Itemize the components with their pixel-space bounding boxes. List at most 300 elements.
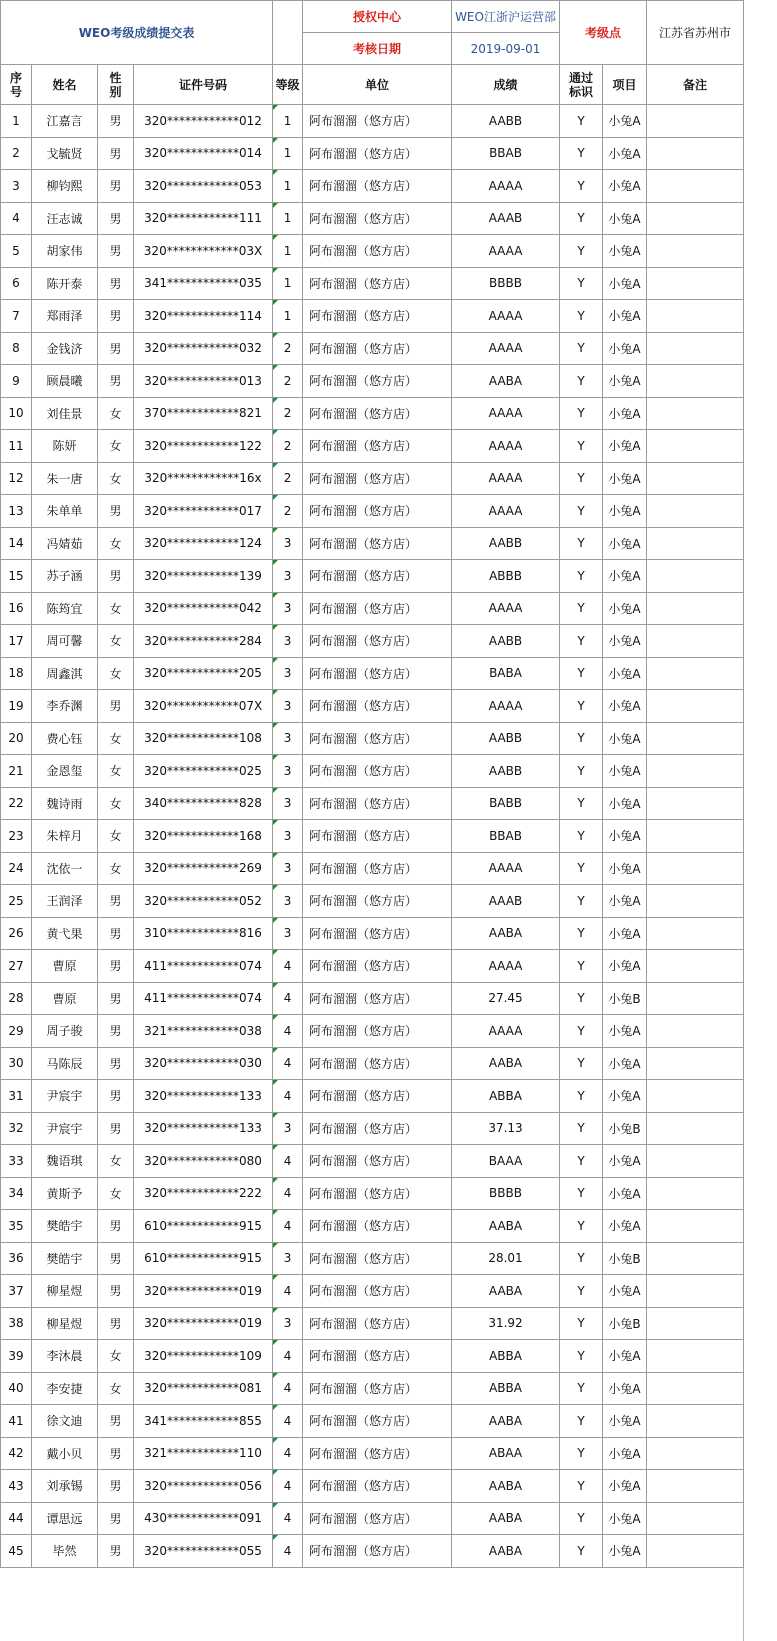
cell-sex[interactable]: 男	[98, 105, 134, 138]
cell-score[interactable]: BBAB	[452, 137, 560, 170]
cell-pass[interactable]: Y	[560, 755, 603, 788]
cell-unit[interactable]: 阿布溜溜（悠方店）	[303, 1340, 452, 1373]
cell-note[interactable]	[647, 397, 744, 430]
cell-no[interactable]: 4	[1, 202, 32, 235]
cell-pass[interactable]: Y	[560, 1080, 603, 1113]
cell-pass[interactable]: Y	[560, 1405, 603, 1438]
cell-pass[interactable]: Y	[560, 1535, 603, 1568]
cell-id[interactable]: 320************032	[134, 332, 273, 365]
cell-unit[interactable]: 阿布溜溜（悠方店）	[303, 852, 452, 885]
cell-unit[interactable]: 阿布溜溜（悠方店）	[303, 1470, 452, 1503]
cell-unit[interactable]: 阿布溜溜（悠方店）	[303, 1372, 452, 1405]
cell-score[interactable]: 27.45	[452, 982, 560, 1015]
cell-level[interactable]: 1	[273, 202, 303, 235]
cell-score[interactable]: AABA	[452, 917, 560, 950]
cell-no[interactable]: 13	[1, 495, 32, 528]
cell-unit[interactable]: 阿布溜溜（悠方店）	[303, 1177, 452, 1210]
cell-item[interactable]: 小兔A	[603, 267, 647, 300]
cell-pass[interactable]: Y	[560, 1112, 603, 1145]
cell-name[interactable]: 汪志诚	[32, 202, 98, 235]
cell-score[interactable]: AABB	[452, 755, 560, 788]
cell-note[interactable]	[647, 235, 744, 268]
cell-sex[interactable]: 女	[98, 657, 134, 690]
cell-id[interactable]: 411************074	[134, 982, 273, 1015]
cell-note[interactable]	[647, 1372, 744, 1405]
cell-sex[interactable]: 男	[98, 1470, 134, 1503]
cell-item[interactable]: 小兔A	[603, 1177, 647, 1210]
cell-note[interactable]	[647, 755, 744, 788]
cell-pass[interactable]: Y	[560, 397, 603, 430]
cell-item[interactable]: 小兔A	[603, 1145, 647, 1178]
cell-no[interactable]: 45	[1, 1535, 32, 1568]
cell-id[interactable]: 320************025	[134, 755, 273, 788]
cell-unit[interactable]: 阿布溜溜（悠方店）	[303, 625, 452, 658]
col-header-unit[interactable]: 单位	[303, 65, 452, 105]
cell-sex[interactable]: 男	[98, 885, 134, 918]
cell-level[interactable]: 3	[273, 917, 303, 950]
cell-pass[interactable]: Y	[560, 625, 603, 658]
cell-id[interactable]: 320************052	[134, 885, 273, 918]
cell-unit[interactable]: 阿布溜溜（悠方店）	[303, 235, 452, 268]
cell-name[interactable]: 王润泽	[32, 885, 98, 918]
cell-id[interactable]: 320************139	[134, 560, 273, 593]
cell-id[interactable]: 320************019	[134, 1307, 273, 1340]
cell-item[interactable]: 小兔A	[603, 755, 647, 788]
cell-sex[interactable]: 男	[98, 950, 134, 983]
cell-item[interactable]: 小兔A	[603, 1535, 647, 1568]
cell-id[interactable]: 321************038	[134, 1015, 273, 1048]
cell-no[interactable]: 14	[1, 527, 32, 560]
cell-score[interactable]: AAAB	[452, 202, 560, 235]
cell-note[interactable]	[647, 267, 744, 300]
cell-sex[interactable]: 男	[98, 690, 134, 723]
cell-name[interactable]: 徐文迪	[32, 1405, 98, 1438]
cell-id[interactable]: 320************109	[134, 1340, 273, 1373]
cell-pass[interactable]: Y	[560, 1470, 603, 1503]
cell-item[interactable]: 小兔A	[603, 462, 647, 495]
cell-level[interactable]: 3	[273, 690, 303, 723]
cell-name[interactable]: 樊皓宇	[32, 1210, 98, 1243]
cell-level[interactable]: 3	[273, 527, 303, 560]
cell-sex[interactable]: 女	[98, 787, 134, 820]
cell-no[interactable]: 23	[1, 820, 32, 853]
cell-name[interactable]: 李安捷	[32, 1372, 98, 1405]
cell-unit[interactable]: 阿布溜溜（悠方店）	[303, 1145, 452, 1178]
cell-name[interactable]: 李沐晨	[32, 1340, 98, 1373]
cell-level[interactable]: 4	[273, 1177, 303, 1210]
cell-sex[interactable]: 男	[98, 1405, 134, 1438]
cell-unit[interactable]: 阿布溜溜（悠方店）	[303, 365, 452, 398]
cell-no[interactable]: 31	[1, 1080, 32, 1113]
cell-score[interactable]: BABA	[452, 657, 560, 690]
cell-level[interactable]: 4	[273, 1340, 303, 1373]
cell-id[interactable]: 321************110	[134, 1437, 273, 1470]
cell-note[interactable]	[647, 1470, 744, 1503]
cell-score[interactable]: AABA	[452, 365, 560, 398]
cell-id[interactable]: 320************080	[134, 1145, 273, 1178]
cell-id[interactable]: 610************915	[134, 1210, 273, 1243]
cell-item[interactable]: 小兔A	[603, 1502, 647, 1535]
cell-level[interactable]: 3	[273, 722, 303, 755]
cell-id[interactable]: 320************056	[134, 1470, 273, 1503]
cell-unit[interactable]: 阿布溜溜（悠方店）	[303, 787, 452, 820]
cell-pass[interactable]: Y	[560, 365, 603, 398]
cell-id[interactable]: 320************012	[134, 105, 273, 138]
cell-note[interactable]	[647, 1502, 744, 1535]
cell-no[interactable]: 40	[1, 1372, 32, 1405]
cell-id[interactable]: 320************108	[134, 722, 273, 755]
cell-sex[interactable]: 男	[98, 1242, 134, 1275]
cell-unit[interactable]: 阿布溜溜（悠方店）	[303, 397, 452, 430]
cell-pass[interactable]: Y	[560, 1340, 603, 1373]
cell-no[interactable]: 38	[1, 1307, 32, 1340]
cell-note[interactable]	[647, 1145, 744, 1178]
cell-score[interactable]: AAAB	[452, 885, 560, 918]
cell-pass[interactable]: Y	[560, 527, 603, 560]
cell-id[interactable]: 320************019	[134, 1275, 273, 1308]
cell-pass[interactable]: Y	[560, 1242, 603, 1275]
cell-item[interactable]: 小兔A	[603, 787, 647, 820]
cell-note[interactable]	[647, 982, 744, 1015]
cell-pass[interactable]: Y	[560, 170, 603, 203]
col-header-level[interactable]: 等级	[273, 65, 303, 105]
cell-pass[interactable]: Y	[560, 852, 603, 885]
cell-item[interactable]: 小兔A	[603, 365, 647, 398]
cell-score[interactable]: BAAA	[452, 1145, 560, 1178]
cell-note[interactable]	[647, 137, 744, 170]
cell-unit[interactable]: 阿布溜溜（悠方店）	[303, 1502, 452, 1535]
cell-id[interactable]: 320************03X	[134, 235, 273, 268]
cell-unit[interactable]: 阿布溜溜（悠方店）	[303, 137, 452, 170]
cell-no[interactable]: 42	[1, 1437, 32, 1470]
cell-item[interactable]: 小兔A	[603, 105, 647, 138]
cell-score[interactable]: AAAA	[452, 430, 560, 463]
cell-note[interactable]	[647, 657, 744, 690]
cell-id[interactable]: 320************053	[134, 170, 273, 203]
cell-pass[interactable]: Y	[560, 787, 603, 820]
cell-level[interactable]: 2	[273, 462, 303, 495]
cell-sex[interactable]: 男	[98, 365, 134, 398]
cell-item[interactable]: 小兔A	[603, 722, 647, 755]
cell-name[interactable]: 尹宸宇	[32, 1080, 98, 1113]
cell-level[interactable]: 1	[273, 300, 303, 333]
cell-item[interactable]: 小兔A	[603, 852, 647, 885]
cell-unit[interactable]: 阿布溜溜（悠方店）	[303, 560, 452, 593]
cell-sex[interactable]: 女	[98, 1145, 134, 1178]
cell-pass[interactable]: Y	[560, 1145, 603, 1178]
cell-score[interactable]: BBAB	[452, 820, 560, 853]
cell-sex[interactable]: 男	[98, 202, 134, 235]
cell-level[interactable]: 4	[273, 1470, 303, 1503]
cell-id[interactable]: 370************821	[134, 397, 273, 430]
cell-id[interactable]: 320************124	[134, 527, 273, 560]
cell-item[interactable]: 小兔A	[603, 625, 647, 658]
cell-score[interactable]: AAAA	[452, 852, 560, 885]
cell-note[interactable]	[647, 592, 744, 625]
cell-item[interactable]: 小兔A	[603, 820, 647, 853]
cell-sex[interactable]: 女	[98, 592, 134, 625]
cell-pass[interactable]: Y	[560, 462, 603, 495]
cell-item[interactable]: 小兔A	[603, 690, 647, 723]
cell-level[interactable]: 3	[273, 885, 303, 918]
cell-sex[interactable]: 女	[98, 462, 134, 495]
col-header-score[interactable]: 成绩	[452, 65, 560, 105]
cell-pass[interactable]: Y	[560, 560, 603, 593]
cell-item[interactable]: 小兔A	[603, 1405, 647, 1438]
cell-level[interactable]: 4	[273, 982, 303, 1015]
cell-note[interactable]	[647, 300, 744, 333]
cell-note[interactable]	[647, 170, 744, 203]
cell-no[interactable]: 16	[1, 592, 32, 625]
cell-no[interactable]: 1	[1, 105, 32, 138]
cell-name[interactable]: 樊皓宇	[32, 1242, 98, 1275]
cell-sex[interactable]: 女	[98, 527, 134, 560]
cell-unit[interactable]: 阿布溜溜（悠方店）	[303, 105, 452, 138]
exam-date-value[interactable]: 2019-09-01	[452, 33, 560, 65]
cell-name[interactable]: 毕然	[32, 1535, 98, 1568]
cell-no[interactable]: 25	[1, 885, 32, 918]
cell-level[interactable]: 1	[273, 170, 303, 203]
cell-name[interactable]: 费心钰	[32, 722, 98, 755]
cell-unit[interactable]: 阿布溜溜（悠方店）	[303, 690, 452, 723]
cell-name[interactable]: 朱梓月	[32, 820, 98, 853]
cell-id[interactable]: 320************269	[134, 852, 273, 885]
cell-id[interactable]: 320************133	[134, 1080, 273, 1113]
cell-pass[interactable]: Y	[560, 885, 603, 918]
cell-note[interactable]	[647, 1437, 744, 1470]
cell-no[interactable]: 37	[1, 1275, 32, 1308]
cell-unit[interactable]: 阿布溜溜（悠方店）	[303, 1047, 452, 1080]
cell-score[interactable]: BBBB	[452, 267, 560, 300]
cell-pass[interactable]: Y	[560, 1047, 603, 1080]
cell-note[interactable]	[647, 950, 744, 983]
cell-note[interactable]	[647, 1405, 744, 1438]
cell-score[interactable]: 31.92	[452, 1307, 560, 1340]
cell-sex[interactable]: 女	[98, 722, 134, 755]
cell-id[interactable]: 320************07X	[134, 690, 273, 723]
cell-pass[interactable]: Y	[560, 690, 603, 723]
cell-level[interactable]: 2	[273, 430, 303, 463]
cell-no[interactable]: 17	[1, 625, 32, 658]
auth-center-value[interactable]: WEO江浙沪运营部	[452, 1, 560, 33]
cell-level[interactable]: 4	[273, 1275, 303, 1308]
cell-name[interactable]: 曹原	[32, 982, 98, 1015]
cell-level[interactable]: 4	[273, 1015, 303, 1048]
cell-note[interactable]	[647, 1307, 744, 1340]
cell-note[interactable]	[647, 1112, 744, 1145]
cell-sex[interactable]: 女	[98, 820, 134, 853]
cell-name[interactable]: 陈筠宜	[32, 592, 98, 625]
cell-unit[interactable]: 阿布溜溜（悠方店）	[303, 657, 452, 690]
cell-unit[interactable]: 阿布溜溜（悠方店）	[303, 982, 452, 1015]
cell-sex[interactable]: 男	[98, 495, 134, 528]
cell-score[interactable]: AABA	[452, 1502, 560, 1535]
cell-level[interactable]: 3	[273, 1307, 303, 1340]
cell-pass[interactable]: Y	[560, 1307, 603, 1340]
cell-id[interactable]: 320************013	[134, 365, 273, 398]
cell-unit[interactable]: 阿布溜溜（悠方店）	[303, 1405, 452, 1438]
cell-unit[interactable]: 阿布溜溜（悠方店）	[303, 462, 452, 495]
cell-score[interactable]: AAAA	[452, 235, 560, 268]
cell-sex[interactable]: 女	[98, 430, 134, 463]
cell-note[interactable]	[647, 852, 744, 885]
cell-no[interactable]: 34	[1, 1177, 32, 1210]
cell-name[interactable]: 戴小贝	[32, 1437, 98, 1470]
cell-name[interactable]: 曹原	[32, 950, 98, 983]
cell-name[interactable]: 金钱济	[32, 332, 98, 365]
cell-note[interactable]	[647, 1080, 744, 1113]
cell-sex[interactable]: 男	[98, 1047, 134, 1080]
cell-no[interactable]: 41	[1, 1405, 32, 1438]
cell-level[interactable]: 4	[273, 1437, 303, 1470]
cell-level[interactable]: 3	[273, 625, 303, 658]
cell-sex[interactable]: 男	[98, 1437, 134, 1470]
cell-unit[interactable]: 阿布溜溜（悠方店）	[303, 950, 452, 983]
col-header-note[interactable]: 备注	[647, 65, 744, 105]
cell-no[interactable]: 12	[1, 462, 32, 495]
cell-sex[interactable]: 女	[98, 755, 134, 788]
cell-unit[interactable]: 阿布溜溜（悠方店）	[303, 1535, 452, 1568]
cell-item[interactable]: 小兔A	[603, 1275, 647, 1308]
cell-unit[interactable]: 阿布溜溜（悠方店）	[303, 202, 452, 235]
cell-note[interactable]	[647, 1242, 744, 1275]
cell-item[interactable]: 小兔A	[603, 235, 647, 268]
cell-score[interactable]: AAAA	[452, 397, 560, 430]
cell-level[interactable]: 2	[273, 332, 303, 365]
cell-level[interactable]: 4	[273, 1047, 303, 1080]
cell-item[interactable]: 小兔A	[603, 397, 647, 430]
cell-score[interactable]: AAAA	[452, 332, 560, 365]
cell-sex[interactable]: 男	[98, 332, 134, 365]
cell-score[interactable]: AAAA	[452, 495, 560, 528]
cell-id[interactable]: 320************042	[134, 592, 273, 625]
cell-name[interactable]: 周鑫淇	[32, 657, 98, 690]
cell-sex[interactable]: 男	[98, 560, 134, 593]
cell-no[interactable]: 30	[1, 1047, 32, 1080]
cell-score[interactable]: AABB	[452, 105, 560, 138]
cell-item[interactable]: 小兔A	[603, 1015, 647, 1048]
cell-score[interactable]: BBBB	[452, 1177, 560, 1210]
cell-sex[interactable]: 男	[98, 1307, 134, 1340]
cell-no[interactable]: 43	[1, 1470, 32, 1503]
cell-level[interactable]: 3	[273, 657, 303, 690]
cell-level[interactable]: 4	[273, 1145, 303, 1178]
cell-unit[interactable]: 阿布溜溜（悠方店）	[303, 430, 452, 463]
cell-no[interactable]: 35	[1, 1210, 32, 1243]
cell-item[interactable]: 小兔B	[603, 1112, 647, 1145]
cell-level[interactable]: 1	[273, 267, 303, 300]
cell-score[interactable]: AABA	[452, 1047, 560, 1080]
cell-level[interactable]: 4	[273, 1405, 303, 1438]
cell-score[interactable]: AABA	[452, 1535, 560, 1568]
cell-unit[interactable]: 阿布溜溜（悠方店）	[303, 755, 452, 788]
cell-level[interactable]: 4	[273, 1080, 303, 1113]
cell-item[interactable]: 小兔A	[603, 1372, 647, 1405]
cell-level[interactable]: 1	[273, 137, 303, 170]
cell-score[interactable]: ABBA	[452, 1372, 560, 1405]
cell-note[interactable]	[647, 202, 744, 235]
cell-score[interactable]: AAAA	[452, 462, 560, 495]
cell-pass[interactable]: Y	[560, 1275, 603, 1308]
cell-unit[interactable]: 阿布溜溜（悠方店）	[303, 1015, 452, 1048]
cell-no[interactable]: 9	[1, 365, 32, 398]
col-header-item[interactable]: 项目	[603, 65, 647, 105]
cell-score[interactable]: AAAA	[452, 950, 560, 983]
cell-level[interactable]: 3	[273, 852, 303, 885]
cell-note[interactable]	[647, 527, 744, 560]
cell-sex[interactable]: 男	[98, 982, 134, 1015]
cell-level[interactable]: 3	[273, 755, 303, 788]
cell-pass[interactable]: Y	[560, 300, 603, 333]
cell-id[interactable]: 320************030	[134, 1047, 273, 1080]
cell-id[interactable]: 320************205	[134, 657, 273, 690]
cell-pass[interactable]: Y	[560, 105, 603, 138]
cell-no[interactable]: 27	[1, 950, 32, 983]
cell-score[interactable]: ABBA	[452, 1080, 560, 1113]
cell-unit[interactable]: 阿布溜溜（悠方店）	[303, 267, 452, 300]
cell-note[interactable]	[647, 560, 744, 593]
cell-id[interactable]: 610************915	[134, 1242, 273, 1275]
cell-unit[interactable]: 阿布溜溜（悠方店）	[303, 495, 452, 528]
cell-level[interactable]: 3	[273, 1242, 303, 1275]
cell-item[interactable]: 小兔A	[603, 885, 647, 918]
cell-name[interactable]: 李乔渊	[32, 690, 98, 723]
cell-sex[interactable]: 男	[98, 300, 134, 333]
cell-no[interactable]: 33	[1, 1145, 32, 1178]
cell-no[interactable]: 8	[1, 332, 32, 365]
col-header-pass[interactable]: 通过标识	[560, 65, 603, 105]
cell-name[interactable]: 金恩玺	[32, 755, 98, 788]
cell-no[interactable]: 26	[1, 917, 32, 950]
cell-note[interactable]	[647, 430, 744, 463]
cell-item[interactable]: 小兔B	[603, 982, 647, 1015]
cell-no[interactable]: 36	[1, 1242, 32, 1275]
cell-pass[interactable]: Y	[560, 1437, 603, 1470]
cell-pass[interactable]: Y	[560, 235, 603, 268]
cell-level[interactable]: 1	[273, 105, 303, 138]
cell-no[interactable]: 3	[1, 170, 32, 203]
cell-note[interactable]	[647, 625, 744, 658]
cell-id[interactable]: 320************081	[134, 1372, 273, 1405]
cell-sex[interactable]: 女	[98, 397, 134, 430]
cell-id[interactable]: 340************828	[134, 787, 273, 820]
cell-note[interactable]	[647, 787, 744, 820]
cell-item[interactable]: 小兔A	[603, 917, 647, 950]
cell-pass[interactable]: Y	[560, 982, 603, 1015]
cell-name[interactable]: 刘佳景	[32, 397, 98, 430]
cell-note[interactable]	[647, 690, 744, 723]
cell-name[interactable]: 戈毓贤	[32, 137, 98, 170]
cell-note[interactable]	[647, 1210, 744, 1243]
cell-level[interactable]: 1	[273, 235, 303, 268]
cell-name[interactable]: 郑雨泽	[32, 300, 98, 333]
cell-pass[interactable]: Y	[560, 917, 603, 950]
cell-id[interactable]: 310************816	[134, 917, 273, 950]
cell-name[interactable]: 朱单单	[32, 495, 98, 528]
cell-item[interactable]: 小兔A	[603, 657, 647, 690]
cell-id[interactable]: 320************017	[134, 495, 273, 528]
cell-name[interactable]: 江嘉言	[32, 105, 98, 138]
cell-id[interactable]: 320************284	[134, 625, 273, 658]
cell-pass[interactable]: Y	[560, 1372, 603, 1405]
cell-level[interactable]: 3	[273, 820, 303, 853]
cell-unit[interactable]: 阿布溜溜（悠方店）	[303, 592, 452, 625]
cell-no[interactable]: 18	[1, 657, 32, 690]
cell-name[interactable]: 魏诗雨	[32, 787, 98, 820]
cell-name[interactable]: 黄斯予	[32, 1177, 98, 1210]
cell-name[interactable]: 周子骏	[32, 1015, 98, 1048]
cell-no[interactable]: 32	[1, 1112, 32, 1145]
